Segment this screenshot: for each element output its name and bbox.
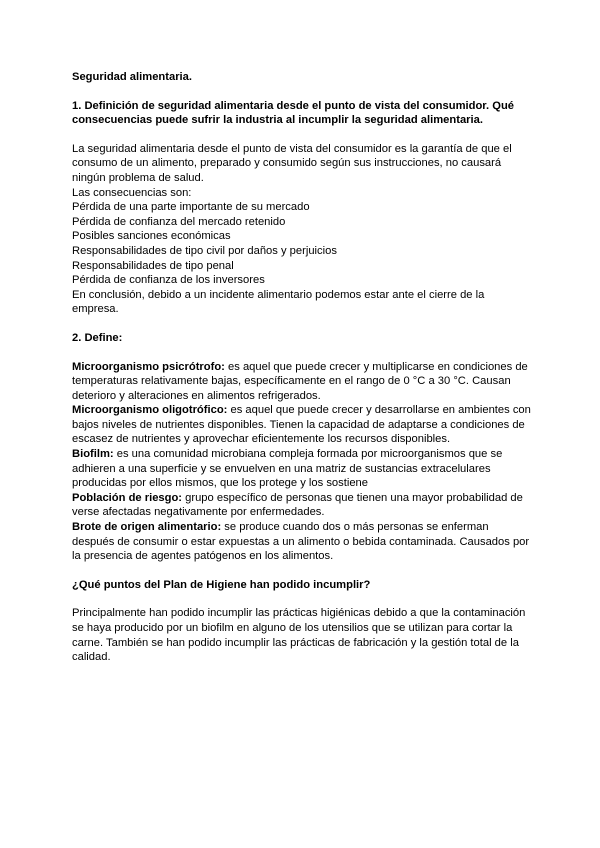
section3-heading: ¿Qué puntos del Plan de Higiene han podido incumplir? [72,578,371,591]
definition-text: es aquel que puede crecer y desarrollarse en ambientes con bajos niveles de nutrientes disponibles. Tienen la capacidad de adaptarse a condiciones de escasez de nutrientes y aprovechar eficientemente los recursos disponibles. [72,404,531,446]
definition-text: es una comunidad microbiana compleja formada por microorganismos que se adhieren a una superficie y se envuelven en una matriz de sustancias extracelulares producidas por ellos mismos, que los protege y los sostiene [72,448,503,490]
section1-heading: 1. Definición de seguridad alimentaria desde el punto de vista del consumidor. Qué consecuencias puede sufrir la industria al incumplir la seguridad alimentaria. [72,99,515,127]
definition-item [72,403,532,447]
consequence-item: Pérdida de confianza del mercado retenido [72,215,286,228]
definition-term: Biofilm: [72,448,114,461]
definition-term: Microorganismo oligotrófico: [72,404,228,417]
definition-text: se produce cuando dos o más personas se enferman después de consumir o estar expuestas a un alimento o bebida contaminada. Causados por la presencia de agentes patógenos en los alimentos. [72,521,530,563]
consequence-item: Pérdida de confianza de los inversores [72,274,265,287]
consequence-item: Posibles sanciones económicas [72,230,231,243]
document-page [72,70,532,665]
definition-term: Microorganismo psicrótrofo: [72,360,225,373]
section1-conclusion: En conclusión, debido a un incidente alimentario podemos estar ante el cierre de la empresa. [72,288,485,316]
definition-term: Brote de origen alimentario: [72,521,222,534]
consequence-item: Responsabilidades de tipo civil por daños y perjuicios [72,244,337,257]
definition-item [72,360,532,404]
section2-heading: 2. Define: [72,331,123,344]
consequence-item: Pérdida de una parte importante de su mercado [72,201,310,214]
definition-text: grupo específico de personas que tienen una mayor probabilidad de verse afectadas negativamente por enfermedades. [72,491,523,519]
consequence-item: Responsabilidades de tipo penal [72,259,234,272]
definition-text: es aquel que puede crecer y multiplicarse en condiciones de temperaturas relativamente bajas, específicamente en el rango de 0 °C a 30 °C. Causan deterioro y alteraciones en alimentos refrigerados. [72,360,528,402]
definition-term: Población de riesgo: [72,491,183,504]
section3-body: Principalmente han podido incumplir las prácticas higiénicas debido a que la contaminación se haya producido por un biofilm en alguno de los utensilios que se utilizan para cortar la carne. También se han podido incumplir las prácticas de fabricación y la gestión total de la calidad. [72,607,526,664]
definition-item [72,520,532,564]
consequences-label: Las consecuencias son: [72,186,192,199]
section1-intro: La seguridad alimentaria desde el punto de vista del consumidor es la garantía de que el consumo de un alimento, preparado y consumido según sus instrucciones, no causará ningún problema de salud. [72,142,512,184]
definition-item [72,491,532,520]
definition-item [72,447,532,491]
document-title: Seguridad alimentaria. [72,71,192,83]
